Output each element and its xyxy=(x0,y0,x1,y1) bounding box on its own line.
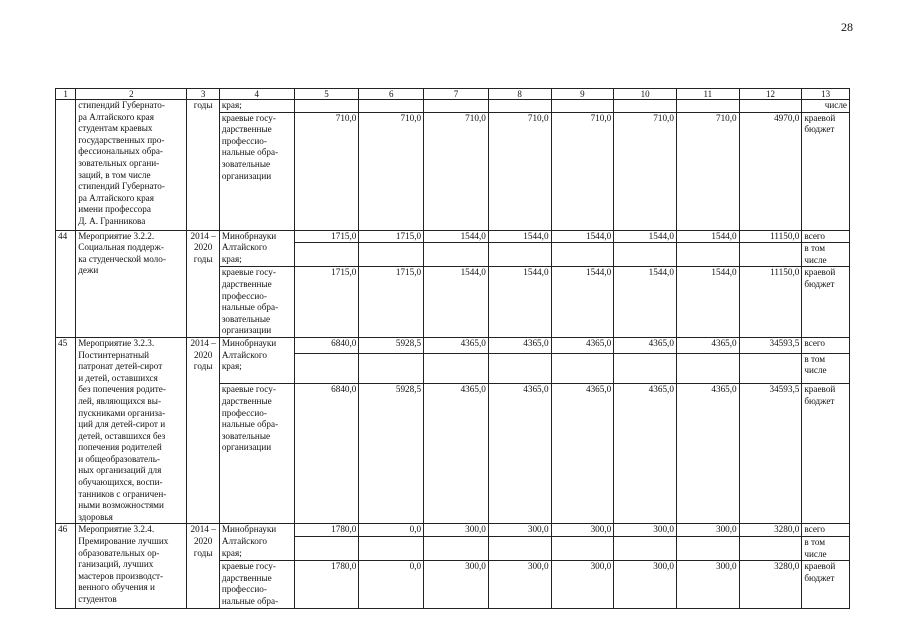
value-cell: 710,0 xyxy=(359,112,424,230)
table-row xyxy=(56,337,850,353)
value-cell: 1715,0 xyxy=(359,267,424,338)
executor-cell: Минобрнауки Алтайского края; xyxy=(219,230,294,267)
period-cell: 2014 – 2020 годы xyxy=(187,337,219,524)
header-cell: 7 xyxy=(424,89,489,100)
value-cell: 4970,0 xyxy=(739,112,802,230)
value-cell: 710,0 xyxy=(488,112,551,230)
header-cell: 3 xyxy=(187,89,219,100)
executor-cell: краевые госу- дарственные профессио- нальные обра- xyxy=(219,561,294,608)
value-cell: 1544,0 xyxy=(424,267,489,338)
executor-cell: краевые госу- дарственные профессио- нальные обра- зовательные организации xyxy=(219,112,294,230)
value-cell: 300,0 xyxy=(488,524,551,537)
header-cell: 13 xyxy=(802,89,850,100)
header-cell: 11 xyxy=(676,89,739,100)
source-cell: краевой бюджет xyxy=(802,112,850,230)
value-cell: 34593,5 xyxy=(739,384,802,524)
value-cell: 4365,0 xyxy=(488,384,551,524)
period-cell: 2014 – 2020 годы xyxy=(187,524,219,608)
value-cell: 1544,0 xyxy=(488,267,551,338)
page-number: 28 xyxy=(841,20,853,34)
table-row xyxy=(56,230,850,243)
value-cell: 710,0 xyxy=(614,112,677,230)
value-cell: 1544,0 xyxy=(551,230,614,243)
source-cell: всего xyxy=(802,337,850,353)
source-cell: в том числе xyxy=(802,353,850,384)
value-cell: 1780,0 xyxy=(294,561,359,608)
executor-cell: краевые госу- дарственные профессио- нальные обра- зовательные организации xyxy=(219,267,294,338)
value-cell: 0,0 xyxy=(359,524,424,537)
value-cell: 1544,0 xyxy=(614,230,677,243)
value-cell: 300,0 xyxy=(614,561,677,608)
value-cell: 6840,0 xyxy=(294,337,359,353)
executor-cell: Минобрнауки Алтайского края; xyxy=(219,524,294,561)
value-cell: 710,0 xyxy=(424,112,489,230)
value-cell: 6840,0 xyxy=(294,384,359,524)
value-cell: 1544,0 xyxy=(614,267,677,338)
value-cell: 1715,0 xyxy=(359,230,424,243)
value-cell: 300,0 xyxy=(614,524,677,537)
value-cell: 300,0 xyxy=(551,561,614,608)
header-cell: 12 xyxy=(739,89,802,100)
value-cell: 4365,0 xyxy=(488,337,551,353)
value-cell: 300,0 xyxy=(488,561,551,608)
executor-cell: краевые госу- дарственные профессио- нальные обра- зовательные организации xyxy=(219,384,294,524)
header-cell: 9 xyxy=(551,89,614,100)
source-cell: числе xyxy=(802,100,850,113)
measure-name-cell: стипендий Губернато- ра Алтайского края студентам краевых государственных про- фессиональных обра- зовательных органи- заций, в том числе стипендий Губернато- ра Алтайского края имени профессора Д. А. Гранникова xyxy=(76,100,187,231)
value-cell: 710,0 xyxy=(551,112,614,230)
value-cell: 300,0 xyxy=(676,561,739,608)
row-number-cell xyxy=(56,100,76,231)
header-cell: 4 xyxy=(219,89,294,100)
value-cell: 4365,0 xyxy=(424,384,489,524)
value-cell: 4365,0 xyxy=(676,384,739,524)
period-cell: годы xyxy=(187,100,219,231)
value-cell: 4365,0 xyxy=(424,337,489,353)
program-measures-table xyxy=(55,88,850,609)
header-cell: 2 xyxy=(76,89,187,100)
header-cell: 5 xyxy=(294,89,359,100)
value-cell: 4365,0 xyxy=(676,337,739,353)
value-cell: 1544,0 xyxy=(424,230,489,243)
executor-cell: края; xyxy=(219,100,294,113)
source-cell: краевой бюджет xyxy=(802,561,850,608)
value-cell: 4365,0 xyxy=(614,337,677,353)
source-cell: в том числе xyxy=(802,537,850,561)
value-cell: 5928,5 xyxy=(359,337,424,353)
header-cell: 1 xyxy=(56,89,76,100)
value-cell: 710,0 xyxy=(676,112,739,230)
source-cell: краевой бюджет xyxy=(802,384,850,524)
header-cell: 8 xyxy=(488,89,551,100)
header-cell: 6 xyxy=(359,89,424,100)
header-row xyxy=(56,89,850,100)
value-cell: 1544,0 xyxy=(676,230,739,243)
row-number-cell: 45 xyxy=(56,337,76,524)
value-cell: 300,0 xyxy=(424,561,489,608)
measure-name-cell: Мероприятие 3.2.3. Постинтернатный патронат детей-сирот и детей, оставшихся без попечения родите- лей, являющихся вы- пускниками организа- ций для детей-сирот и детей, оставшихся без попечения родителей и общеобразователь- ных организаций для обучающихся, воспи- танников с ограничен- ными возможностями здоровья xyxy=(76,337,187,524)
value-cell: 300,0 xyxy=(424,524,489,537)
value-cell: 5928,5 xyxy=(359,384,424,524)
value-cell: 300,0 xyxy=(676,524,739,537)
source-cell: краевой бюджет xyxy=(802,267,850,338)
value-cell: 1544,0 xyxy=(676,267,739,338)
value-cell: 0,0 xyxy=(359,561,424,608)
value-cell: 710,0 xyxy=(294,112,359,230)
value-cell: 3280,0 xyxy=(739,561,802,608)
source-cell: всего xyxy=(802,524,850,537)
value-cell: 3280,0 xyxy=(739,524,802,537)
source-cell: в том числе xyxy=(802,243,850,267)
measure-name-cell: Мероприятие 3.2.2. Социальная поддерж- ка студенческой моло- дежи xyxy=(76,230,187,337)
row-number-cell: 46 xyxy=(56,524,76,608)
period-cell: 2014 – 2020 годы xyxy=(187,230,219,337)
row-number-cell: 44 xyxy=(56,230,76,337)
value-cell: 1715,0 xyxy=(294,230,359,243)
header-cell: 10 xyxy=(614,89,677,100)
executor-cell: Минобрнауки Алтайского края; xyxy=(219,337,294,384)
value-cell: 1544,0 xyxy=(488,230,551,243)
value-cell: 1544,0 xyxy=(551,267,614,338)
table-row xyxy=(56,100,850,113)
table-row xyxy=(56,524,850,537)
value-cell: 34593,5 xyxy=(739,337,802,353)
value-cell: 4365,0 xyxy=(614,384,677,524)
value-cell: 11150,0 xyxy=(739,230,802,243)
value-cell: 300,0 xyxy=(551,524,614,537)
value-cell: 1780,0 xyxy=(294,524,359,537)
value-cell: 4365,0 xyxy=(551,337,614,353)
source-cell: всего xyxy=(802,230,850,243)
value-cell: 4365,0 xyxy=(551,384,614,524)
measure-name-cell: Мероприятие 3.2.4. Премирование лучших образовательных ор- ганизаций, лучших мастеров производст- венного обучения и студентов xyxy=(76,524,187,608)
value-cell: 1715,0 xyxy=(294,267,359,338)
value-cell: 11150,0 xyxy=(739,267,802,338)
